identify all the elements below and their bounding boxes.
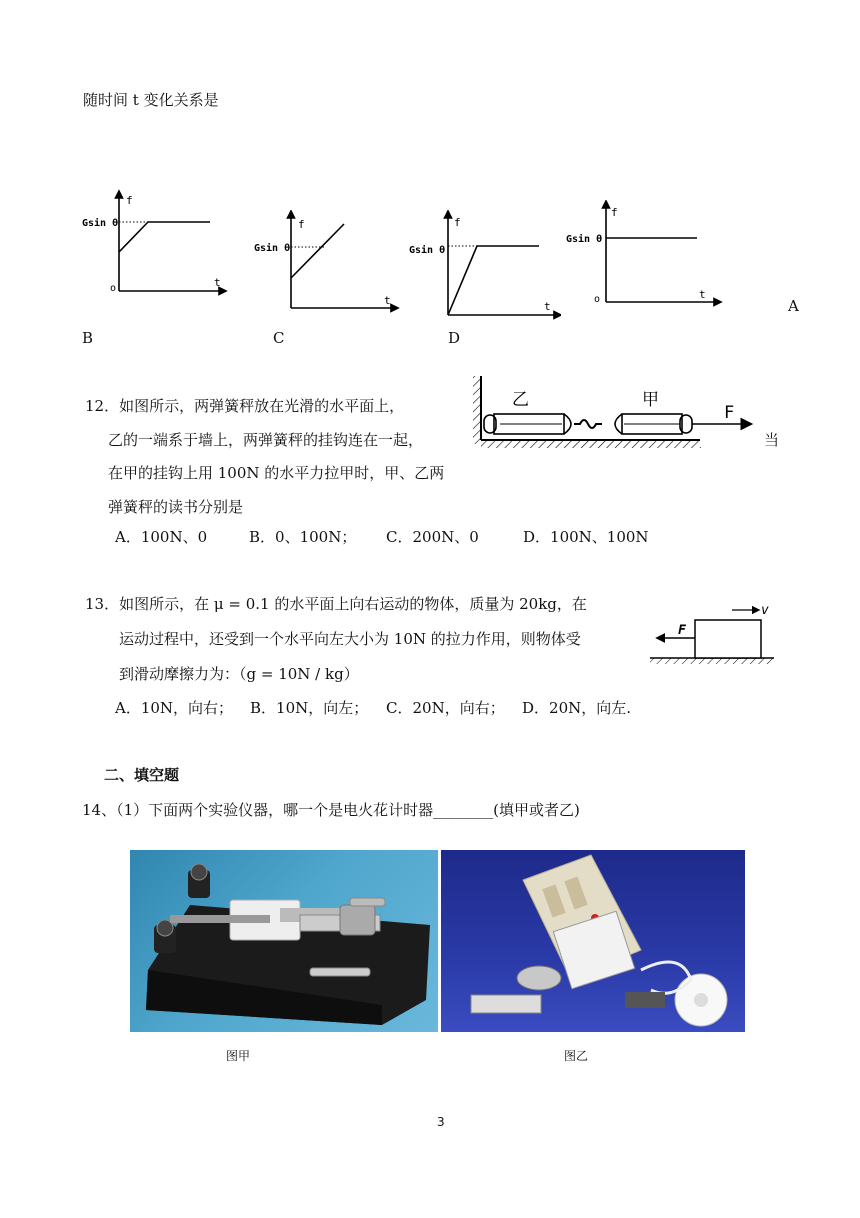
graph-a-level: Gsin θ <box>566 234 603 245</box>
block-force-label: F <box>678 623 686 638</box>
q13-line2: 运动过程中，还受到一个水平向左大小为 10N 的拉力作用，则物体受 <box>119 630 581 648</box>
graph-c-level: Gsin θ <box>254 243 291 254</box>
graph-a-t-label: t <box>699 288 706 301</box>
section2-title: 二、填空题 <box>104 766 180 784</box>
graph-b-origin: o <box>110 283 117 294</box>
graph-d <box>406 210 561 320</box>
block-velocity-label: v <box>761 603 769 618</box>
graph-b-f-label: f <box>126 194 133 207</box>
graph-d-t-label: t <box>544 300 551 313</box>
q12-option-a: A．100N、0 <box>115 528 208 546</box>
q13-option-d: D．20N，向左. <box>522 699 632 717</box>
photo-jia <box>130 850 438 1032</box>
q13-option-b: B．10N，向左； <box>250 699 369 717</box>
scale-jia-label: 甲 <box>642 390 659 410</box>
q12-option-d: D．100N、100N <box>523 528 649 546</box>
page-number: 3 <box>437 1115 445 1129</box>
q13-line3: 到滑动摩擦力为：（g = 10N / kg） <box>119 665 359 683</box>
graph-c-t-label: t <box>384 294 391 307</box>
q12-line2-tail: 当 <box>764 431 780 449</box>
caption-yi: 图乙 <box>564 1049 589 1063</box>
q12-option-b: B．0、100N； <box>249 528 357 546</box>
graph-b-t-label: t <box>214 276 221 289</box>
q14-line1: 14、（1）下面两个实验仪器，哪一个是电火花计时器________(填甲或者乙) <box>82 801 580 819</box>
block-figure <box>646 598 776 668</box>
spring-scales-figure <box>470 372 760 452</box>
graph-label-b: B <box>82 329 94 347</box>
graph-a-origin: o <box>594 294 601 305</box>
graph-b-level: Gsin θ <box>82 218 119 229</box>
caption-jia: 图甲 <box>226 1049 251 1063</box>
q12-option-c: C．200N、0 <box>386 528 479 546</box>
q12-line1: 12．如图所示，两弹簧秤放在光滑的水平面上， <box>85 397 405 415</box>
intro-line: 随时间 t 变化关系是 <box>83 91 219 109</box>
graph-d-level: Gsin θ <box>409 245 446 256</box>
q13-line1: 13．如图所示，在 μ = 0.1 的水平面上向右运动的物体，质量为 20kg，在 <box>85 595 587 613</box>
q13-option-a: A．10N，向右； <box>115 699 234 717</box>
q12-line4: 弹簧秤的读书分别是 <box>108 498 244 516</box>
q12-line2: 乙的一端系于墙上，两弹簧秤的挂钩连在一起， <box>108 431 424 449</box>
photo-yi <box>441 850 745 1032</box>
scale-force-label: F <box>724 403 735 423</box>
graph-a <box>563 200 723 310</box>
graph-d-f-label: f <box>454 216 461 229</box>
graph-c <box>250 210 400 315</box>
graph-c-f-label: f <box>298 218 305 231</box>
graph-label-d: D <box>448 329 461 347</box>
q12-line3: 在甲的挂钩上用 100N 的水平力拉甲时，甲、乙两 <box>108 464 445 482</box>
graph-a-f-label: f <box>611 206 618 219</box>
q13-option-c: C．20N，向右； <box>386 699 505 717</box>
graph-label-c: C <box>273 329 285 347</box>
graph-b <box>78 188 228 298</box>
graph-label-a: A <box>788 297 799 315</box>
scale-yi-label: 乙 <box>512 390 529 410</box>
